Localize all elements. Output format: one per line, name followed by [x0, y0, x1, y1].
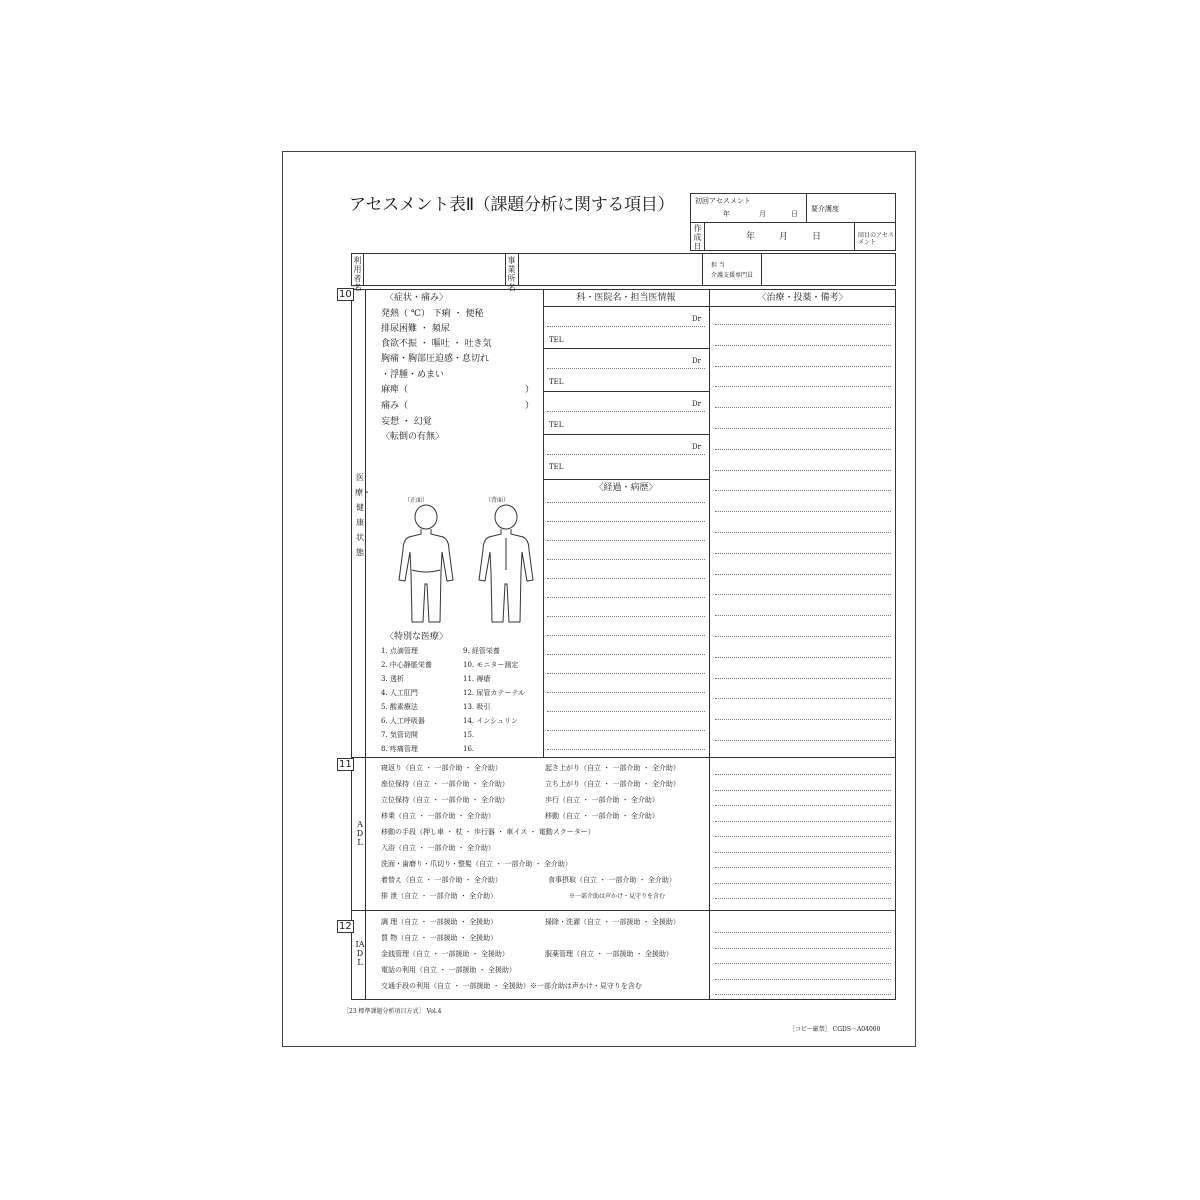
writing-line [547, 673, 705, 674]
section-12-side-label: IADL [355, 940, 365, 967]
section-10-number: 10 [339, 289, 352, 300]
writing-line [715, 615, 891, 616]
progress-history-header: 〈経過・病歴〉 [594, 483, 658, 493]
iadl-item: 掃除・洗濯（自立 ・ 一部援助 ・ 全援助） [545, 918, 680, 926]
section-11-side-label: ADL [356, 820, 364, 847]
special-medical-item: 5. 酸素療法 [381, 703, 418, 711]
writing-line [715, 345, 891, 346]
nth-assessment-label: 回目のアセスメント [858, 232, 894, 246]
adl-item: 立位保持（自立 ・ 一部介助 ・ 全介助） [381, 796, 509, 804]
writing-line [715, 470, 891, 471]
footer-right: ［コピー厳禁］ CGDS－A04000 [789, 1026, 881, 1033]
iadl-item: 金銭管理（自立 ・ 一部援助 ・ 全援助） [381, 950, 509, 958]
writing-line [715, 932, 891, 933]
writing-line [547, 578, 705, 579]
iadl-item: 調 理（自立 ・ 一部援助 ・ 全援助） [381, 918, 498, 926]
writing-line [715, 883, 891, 884]
writing-line [547, 749, 705, 750]
writing-line [715, 553, 891, 554]
assessment-form-sheet: アセスメント表Ⅱ（課題分析に関する項目） 初回アセスメント 年 月 日 要介護度 作成日 年 月 日 回目のアセスメント 利用者名 事業所名 担 当 介護支援専門員 10 11 12 医療・健康状態 ADL IADL 〈症状・痛み〉 発熱（ ℃） 下痢 ・ 便秘 排尿困難 ・ 頻尿 食欲不振 ・ 嘔吐 ・ 吐き気 胸痛・胸部圧迫感・息切れ ・浮腫・めまい 麻痺（ ） 痛み（ ） 妄想 ・ 幻覚 〈転倒の有無〉 （正面） （背面） 〈特別な医療〉 1. 点滴管理 2. 中心静脈栄養 3. 透析 4. 人工肛門 5. 酸素療法 6. 人工呼吸器 7. 気管切開 8. 疼痛管理 9. 経管栄養 10. モニター測定 11. 褥瘡 12. 尿管カテーテル 13. 吸引 14. インシュリン 15. 16. 科・医院名・担当医情報 Dr TEL Dr TEL Dr TEL Dr TEL 〈経過・病歴〉 〈治療・投薬・備考〉 寝返り（自立 ・ 一部介助 ・ 全介助） 座位保持（自立 ・ 一部介助 ・ 全介助） 立位保持（自立 ・ 一部介助 ・ 全介助） 移乗（自立 ・ 一部介助 ・ 全介助） 移動の手段（押し車 ・ 杖 ・ 歩行器 ・ 車イス ・ 電動スクーター） 入浴（自立 ・ 一部介助 ・ 全介助） 洗面・歯磨り・爪切り・整髪（自立 ・ 一部介助 ・ 全介助） 着替え（自立 ・ 一部介助 ・ 全介助） 排 泄（自立 ・ 一部介助 ・ 全介助） 起き上がり（自立 ・ 一部介助 ・ 全介助） 立ち上がり（自立 ・ 一部介助 ・ 全介助） 歩行（自立 ・ 一部介助 ・ 全介助） 移動（自立 ・ 一部介助 ・ 全介助） 食事摂取（自立 ・ 一部介助 ・ 全介助） ※一部介助は声かけ・見守りを含む 調 理（自立 ・ 一部援助 ・ 全援助） 買 物（自立 ・ 一部援助 ・ 全援助） 金銭管理（自立 ・ 一部援助 ・ 全援助） 電話の利用（自立 ・ 一部援助 ・ 全援助） 交通手段の利用（自立 ・ 一部援助 ・ 全援助）※一部介助は声かけ・見守りを含む 掃除・洗濯（自立 ・ 一部援助 ・ 全援助） 服薬管理（自立 ・ 一部援助 ・ 全援助） ［23 標準課題分析項目方式］ Vol.4 ［コピー厳禁］ CGDS－A04000 [282, 151, 916, 1047]
section-12-number: 12 [339, 921, 352, 932]
writing-line [547, 616, 705, 617]
writing-line [547, 559, 705, 560]
adl-item: 座位保持（自立 ・ 一部介助 ・ 全介助） [381, 780, 509, 788]
symptom-line: 痛み（ [381, 401, 409, 411]
symptom-line: 食欲不振 ・ 嘔吐 ・ 吐き気 [381, 339, 492, 349]
symptoms-header: 〈症状・痛み〉 [385, 293, 449, 303]
adl-item: 排 泄（自立 ・ 一部介助 ・ 全介助） [381, 892, 498, 900]
fall-history-header: 〈転倒の有無〉 [381, 432, 445, 442]
adl-item: 立ち上がり（自立 ・ 一部介助 ・ 全介助） [545, 780, 680, 788]
adl-item: 洗面・歯磨り・爪切り・整髪（自立 ・ 一部介助 ・ 全介助） [381, 860, 572, 868]
writing-line [715, 774, 891, 775]
writing-line [547, 521, 705, 522]
writing-line [715, 994, 891, 995]
special-medical-item: 12. 尿管カテーテル [463, 689, 526, 697]
body-back-figure [471, 504, 541, 624]
symptom-line: 胸痛・胸部圧迫感・息切れ [381, 354, 490, 364]
section-11-number: 11 [339, 759, 352, 770]
writing-line [715, 636, 891, 637]
symptom-line: ・浮腫・めまい [381, 370, 445, 380]
adl-item: 移動（自立 ・ 一部介助 ・ 全介助） [545, 812, 659, 820]
adl-note: ※一部介助は声かけ・見守りを含む [569, 893, 666, 900]
user-name-label: 利用者名 [353, 256, 362, 292]
iadl-item: 交通手段の利用（自立 ・ 一部援助 ・ 全援助）※一部介助は声かけ・見守りを含む [381, 982, 642, 990]
iadl-item: 買 物（自立 ・ 一部援助 ・ 全援助） [381, 934, 498, 942]
symptom-line: 麻痺（ [381, 385, 409, 395]
writing-line [547, 597, 705, 598]
writing-line [715, 386, 891, 387]
special-medical-item: 10. モニター測定 [463, 661, 519, 669]
writing-line [715, 836, 891, 837]
writing-line [715, 428, 891, 429]
adl-item: 食事摂取（自立 ・ 一部介助 ・ 全介助） [548, 876, 676, 884]
writing-line [547, 730, 705, 731]
iadl-item: 服薬管理（自立 ・ 一部援助 ・ 全援助） [545, 950, 673, 958]
front-view-label: （正面） [404, 497, 429, 504]
special-medical-item: 3. 透析 [381, 675, 404, 683]
special-medical-item: 6. 人工呼吸器 [381, 717, 425, 725]
special-medical-item: 11. 褥瘡 [463, 675, 491, 683]
body-front-figure [391, 504, 461, 624]
adl-item: 着替え（自立 ・ 一部介助 ・ 全介助） [381, 876, 502, 884]
adl-item: 起き上がり（自立 ・ 一部介助 ・ 全介助） [545, 764, 680, 772]
special-medical-item: 13. 吸引 [463, 703, 491, 711]
writing-line [715, 678, 891, 679]
care-level-label: 要介護度 [811, 205, 839, 213]
writing-line [547, 692, 705, 693]
symptom-line: 排尿困難 ・ 頻尿 [381, 324, 450, 334]
writing-line [715, 963, 891, 964]
writing-line [715, 719, 891, 720]
writing-line [715, 948, 891, 949]
writing-line [547, 502, 705, 503]
care-manager-label: 介護支援専門員 [711, 272, 754, 279]
writing-line [715, 366, 891, 367]
writing-line [715, 821, 891, 822]
office-name-label: 事業所名 [507, 256, 516, 292]
writing-line [715, 407, 891, 408]
footer-left: ［23 標準課題分析項目方式］ Vol.4 [343, 1008, 442, 1015]
writing-line [715, 867, 891, 868]
special-medical-item: 8. 疼痛管理 [381, 745, 418, 753]
created-date-label: 作成日 [693, 224, 702, 251]
writing-line [715, 511, 891, 512]
back-view-label: （背面） [485, 497, 510, 504]
writing-line [547, 654, 705, 655]
writing-line [715, 898, 891, 899]
adl-item: 入浴（自立 ・ 一部介助 ・ 全介助） [381, 844, 495, 852]
special-medical-item: 16. [463, 745, 475, 753]
special-medical-item: 14. インシュリン [463, 717, 519, 725]
writing-line [715, 324, 891, 325]
section-10-side-label: 医療・健康状態 [355, 473, 371, 557]
symptom-line: 妄想 ・ 幻覚 [381, 417, 432, 427]
writing-line [715, 790, 891, 791]
special-medical-item: 4. 人工肛門 [381, 689, 418, 697]
symptom-line: 発熱（ ℃） 下痢 ・ 便秘 [381, 309, 484, 319]
special-medical-header: 〈特別な医療〉 [385, 632, 449, 642]
special-medical-item: 1. 点滴管理 [381, 647, 418, 655]
adl-item: 歩行（自立 ・ 一部介助 ・ 全介助） [545, 796, 659, 804]
writing-line [547, 635, 705, 636]
writing-line [715, 594, 891, 595]
adl-item: 寝返り（自立 ・ 一部介助 ・ 全介助） [381, 764, 502, 772]
writing-line [715, 532, 891, 533]
iadl-item: 電話の利用（自立 ・ 一部援助 ・ 全援助） [381, 966, 516, 974]
special-medical-item: 7. 気管切開 [381, 731, 418, 739]
treatment-header: 〈治療・投薬・備考〉 [757, 293, 848, 303]
writing-line [715, 740, 891, 741]
special-medical-item: 2. 中心静脈栄養 [381, 661, 432, 669]
adl-item: 移乗（自立 ・ 一部介助 ・ 全介助） [381, 812, 495, 820]
special-medical-item: 15. [463, 731, 475, 739]
form-title: アセスメント表Ⅱ（課題分析に関する項目） [349, 195, 675, 215]
writing-line [715, 979, 891, 980]
name-row [351, 253, 896, 286]
writing-line [547, 540, 705, 541]
doctor-info-header: 科・医院名・担当医情報 [576, 293, 676, 303]
writing-line [715, 574, 891, 575]
adl-item: 移動の手段（押し車 ・ 杖 ・ 歩行器 ・ 車イス ・ 電動スクーター） [381, 828, 595, 836]
writing-line [715, 698, 891, 699]
special-medical-item: 9. 経管栄養 [463, 647, 500, 655]
writing-line [715, 449, 891, 450]
writing-line [715, 805, 891, 806]
initial-assessment-label: 初回アセスメント [695, 197, 751, 205]
writing-line [715, 852, 891, 853]
writing-line [715, 657, 891, 658]
writing-line [547, 711, 705, 712]
writing-line [715, 490, 891, 491]
